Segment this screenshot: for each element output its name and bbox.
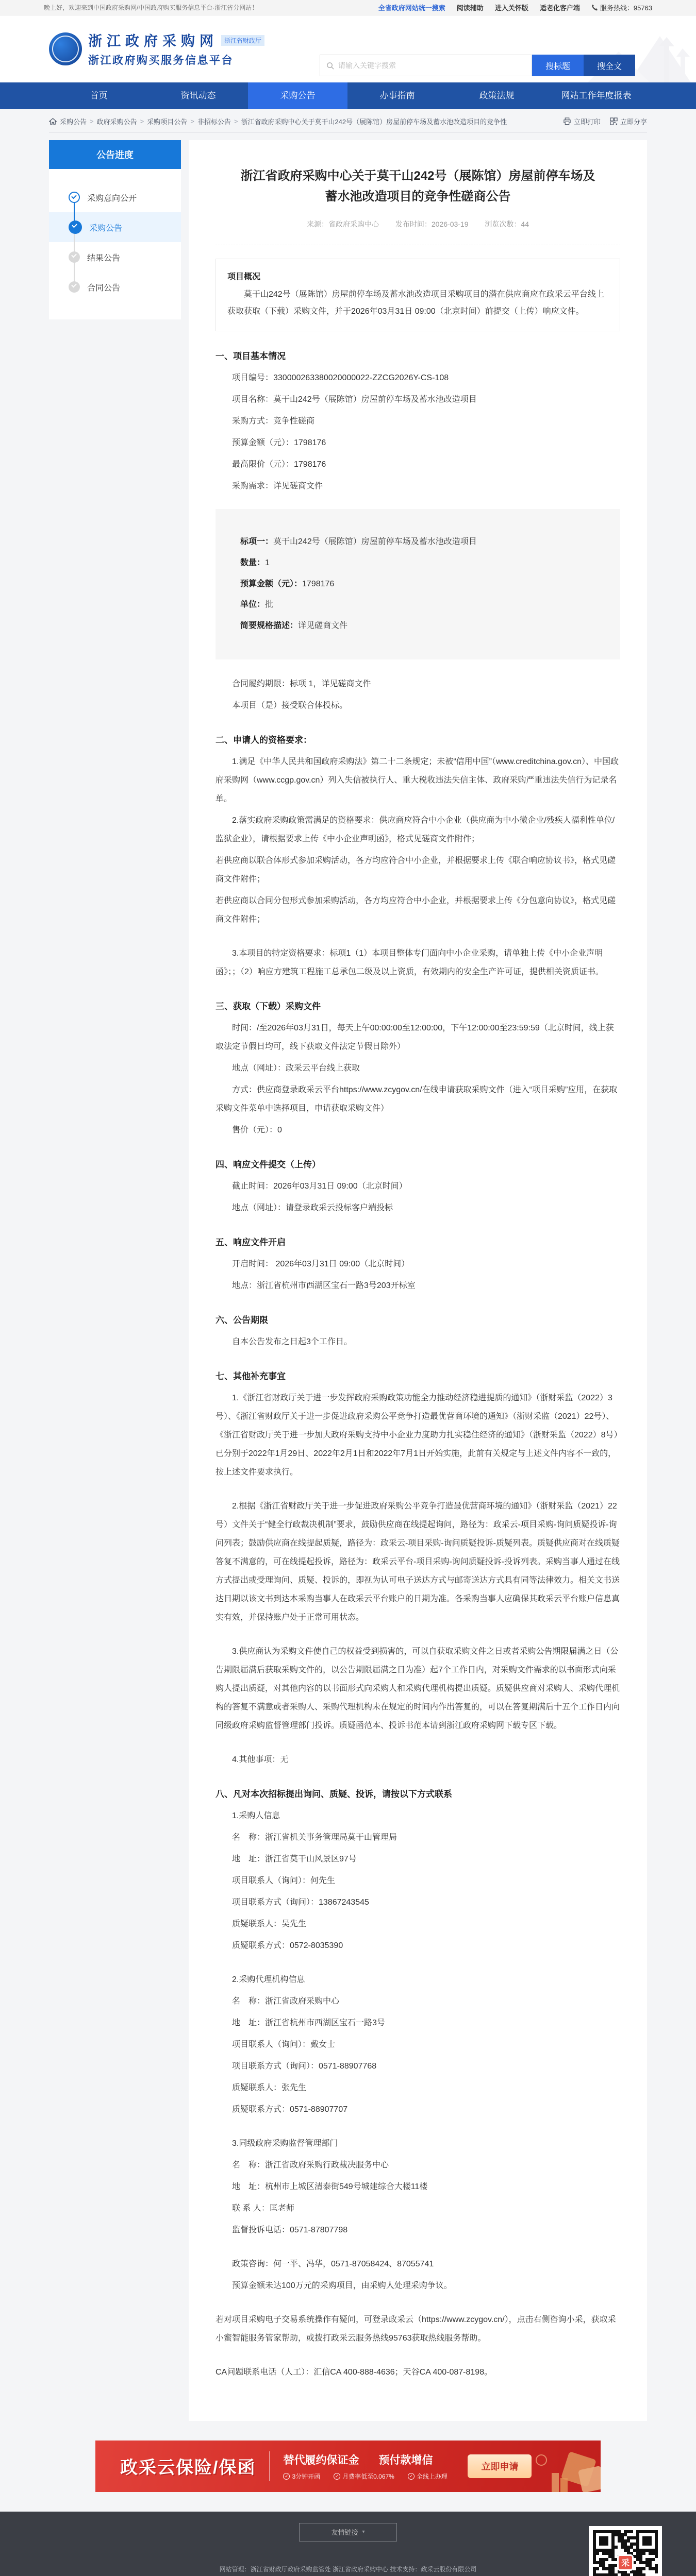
step-label: 采购意向公开 — [87, 192, 137, 204]
lot-info-line: 单位：批 — [240, 595, 595, 616]
paragraph: 名 称：浙江省政府采购行政裁决服务中心 — [216, 2156, 620, 2175]
paragraph: 4.其他事项：无 — [216, 1751, 620, 1769]
qr-share-icon — [610, 117, 618, 125]
check-icon — [69, 251, 80, 263]
sidebar-steps — [49, 169, 181, 319]
paragraph: 2.采购代理机构信息 — [216, 1971, 620, 1989]
breadcrumb-separator: > — [190, 117, 194, 125]
paragraph: 1.采购人信息 — [216, 1807, 620, 1825]
paragraph: 地 址：浙江省杭州市西湖区宝石一路3号 — [216, 2014, 620, 2032]
breadcrumb-item-1[interactable]: 政府采购公告 — [97, 116, 137, 126]
topbar-link-unified-search[interactable]: 全省政府网站统一搜索 — [378, 3, 445, 12]
friend-links-dropdown[interactable]: 友情链接 ▾ — [299, 2523, 397, 2541]
main-nav-bar — [0, 82, 696, 109]
paragraph: 3.供应商认为采购文件使自己的权益受到损害的，可以自获取采购文件之日或者采购公告期限届满之日（公告期限届满后获取采购文件的，以公告期限届满之日为准）起7个工作日内，对采购文件需求的以书面形式向采购人提出质疑，对其他内容的以书面形式向采购人和采购代理机构提出质疑。质疑供应商对采购人、采购代理机构的答复不满意或者采购人、采购代理机构未在规定的时间内作出答复的，可以在答复期满后十五个工作日内向同级政府采购监督管理部门投诉。质疑函范本、投诉书范本请到浙江政府采购网下载专区下载。 — [216, 1642, 620, 1735]
paragraph: 2.落实政府采购政策需满足的资格要求：供应商应符合中小企业（供应商为中小微企业/残疾人福利性单位/监狱企业），请根据要求上传《中小企业声明函》，格式见磋商文件附件； — [216, 811, 620, 849]
printer-icon — [563, 117, 571, 125]
step-label: 采购公告 — [89, 222, 122, 233]
check-circle-icon: ✓ — [334, 2473, 340, 2480]
paragraph: 地点（网址）：请登录政采云投标客户端投标 — [216, 1199, 620, 1217]
check-icon — [69, 221, 82, 234]
banner-feature: ✓ 全线上办理 — [408, 2472, 448, 2481]
step-connector — [74, 202, 75, 223]
share-button[interactable]: 立即分享 — [610, 116, 647, 126]
paragraph: 若对项目采购电子交易系统操作有疑问，可登录政采云（https://www.zcygov.cn/），点击右侧咨询小采，获取采小蜜智能服务管家帮助，或拨打政采云服务热线95763获取热线服务帮助。 — [216, 2311, 620, 2348]
topbar-link-care-version[interactable]: 进入关怀版 — [495, 3, 528, 12]
section-heading: 五、响应文件开启 — [216, 1235, 620, 1248]
site-logo-emblem — [49, 32, 82, 65]
paragraph: 项目联系人（询问）：戴女士 — [216, 2036, 620, 2054]
paragraph: 预算金额（元）：1798176 — [216, 434, 620, 452]
banner-decoration — [503, 2445, 601, 2492]
chevron-down-icon: ▾ — [362, 2529, 364, 2535]
paragraph: 名 称：浙江省机关事务管理局莫干山管理局 — [216, 1828, 620, 1847]
breadcrumb-item-4[interactable]: 浙江省政府采购中心关于莫干山242号（展陈馆）房屋前停车场及蓄水池改造项目的竞争性 — [241, 116, 507, 126]
lot-info-line: 预算金额（元）：1798176 — [240, 574, 595, 595]
article-meta — [216, 219, 620, 229]
site-logo[interactable] — [49, 30, 264, 67]
site-footer — [0, 2512, 696, 2576]
paragraph: 最高限价（元）：1798176 — [216, 455, 620, 474]
search-input[interactable] — [338, 61, 525, 70]
section-heading: 三、获取（下载）采购文件 — [216, 999, 620, 1012]
breadcrumb-separator: > — [234, 117, 238, 125]
zcy-insurance-banner[interactable] — [95, 2441, 601, 2492]
article-source: 来源：省政府采购中心 — [307, 220, 379, 228]
qr-center-logo: 采 — [617, 2554, 634, 2571]
topbar-greeting: 晚上好，欢迎来到中国政府采购网/中国政府购买服务信息平台·浙江省分网站！ — [44, 3, 258, 12]
paragraph: 联 系 人：匡老师 — [216, 2199, 620, 2218]
paragraph: 质疑联系方式：0572-8035390 — [216, 1937, 620, 1955]
paragraph: 项目联系人（询问）：何先生 — [216, 1872, 620, 1890]
section-heading: 一、项目基本情况 — [216, 349, 620, 362]
nav-item-3[interactable]: 办事指南 — [347, 82, 447, 109]
step-label: 合同公告 — [87, 281, 120, 293]
topbar-hotline: 服务热线：95763 — [600, 3, 652, 12]
paragraph: 2.根据《浙江省财政厅关于进一步促进政府采购公平竞争打造最优营商环境的通知》（浙财采监（2021）22号）文件关于“健全行政裁决机制”要求，鼓励供应商在线提起询问，路径为：政采云-项目采购-询问质疑投诉-询问列表；鼓励供应商在线提起质疑，路径为：政采云-项目采购-询问质疑投诉-质疑列表。质疑供应商对在线质疑答复不满意的，可在线提起投诉，路径为：政采云平台-项目采购-询问质疑投诉-投诉列表。采购当事人通过在线方式提出或受理询问、质疑、投诉的，即视为认可电子送达方式与邮寄送达方式具有同等法律效力。相关文书送达日期以该文书到达本采购当事人在政采云平台账户的日期为准。各采购当事人应确保其政采云平台账户信息真实有效，并保持账户处于正常可用状态。 — [216, 1497, 620, 1627]
banner-subtitles: 替代履约保证金 预付款增信 — [283, 2452, 452, 2467]
breadcrumb-item-0[interactable]: 采购公告 — [60, 116, 87, 126]
paragraph: 1.满足《中华人民共和国政府采购法》第二十二条规定；未被“信用中国”（www.creditchina.gov.cn）、中国政府采购网（www.ccgp.gov.cn）列入失信被执行人、重大税收违法失信主体、政府采购严重违法失信行为记录名单。 — [216, 753, 620, 808]
check-icon — [69, 192, 80, 203]
main-nav — [49, 82, 647, 109]
breadcrumb-item-3[interactable]: 非招标公告 — [197, 116, 231, 126]
overview-title: 项目概况 — [227, 268, 608, 286]
paragraph: 采购需求：详见磋商文件 — [216, 477, 620, 496]
article-publish-time: 发布时间：2026-03-19 — [395, 220, 469, 228]
breadcrumb-item-2[interactable]: 采购项目公告 — [147, 116, 187, 126]
paragraph: 地点（网址）：政采云平台线上获取 — [216, 1059, 620, 1078]
sidebar-step-1[interactable] — [49, 212, 181, 242]
paragraph: 若供应商以合同分包形式参加采购活动，各方均应符合中小企业，并根据要求上传《分包意向协议》，格式见磋商文件附件； — [216, 892, 620, 929]
site-header — [0, 15, 696, 82]
topbar — [0, 0, 696, 15]
search-icon — [326, 62, 334, 70]
check-circle-icon: ✓ — [283, 2473, 290, 2480]
announcement-card — [189, 140, 647, 2421]
sidebar-step-3[interactable] — [49, 272, 181, 302]
finance-department-badge: 浙江省财政厅 — [221, 35, 264, 46]
paragraph: 项目编号：330000263380020000022-ZZCG2026Y-CS-108 — [216, 369, 620, 387]
paragraph: 地 址：杭州市上城区清泰街549号城建综合大楼11楼 — [216, 2178, 620, 2196]
breadcrumb — [60, 116, 556, 126]
step-connector — [74, 232, 75, 252]
sidebar-title: 公告进度 — [49, 140, 181, 169]
lot-info-line: 标项一：莫干山242号（展陈馆）房屋前停车场及蓄水池改造项目 — [240, 532, 595, 553]
paragraph: 合同履约期限：标项 1，详见磋商文件 — [216, 675, 620, 693]
article-views: 浏览次数：44 — [485, 220, 529, 228]
overview-text: 莫干山242号（展陈馆）房屋前停车场及蓄水池改造项目采购项目的潜在供应商应在政采云平台线上获取获取（下载）采购文件，并于2026年03月31日 09:00（北京时间）前提交（上传）响应文件。 — [227, 286, 608, 320]
phone-icon — [591, 4, 598, 11]
paragraph: 1.《浙江省财政厅关于进一步发挥政府采购政策功能全力推动经济稳进提质的通知》（浙财采监（2022）3号）、《浙江省财政厅关于进一步促进政府采购公平竞争打造最优营商环境的通知》（浙财采监（2021）22号）、《浙江省财政厅关于进一步加大政府采购支持中小企业力度助力扎实稳住经济的通知》（浙财采监（2022）8号）已分别于2022年1月29日、2022年2月1日和2022年7月1日开始实施，此前有关规定与上述文件内容不一致的，按上述文件要求执行。 — [216, 1389, 620, 1482]
section-heading: 二、申请人的资格要求： — [216, 733, 620, 745]
section-heading: 八、凡对本次招标提出询问、质疑、投诉，请按以下方式联系 — [216, 1787, 620, 1800]
banner-title: 政采云保险/保函 — [120, 2453, 256, 2479]
footer-management-line: 网站管理：浙江省财政厅政府采购监管处 浙江省政府采购中心 技术支持：政采云股份有限公司 — [0, 2563, 696, 2576]
banner-feature: ✓ 3分钟开函 — [283, 2472, 320, 2481]
banner-feature: ✓ 月费率低至0.067% — [334, 2472, 394, 2481]
paragraph: 项目联系方式（询问）：0571-88907768 — [216, 2057, 620, 2076]
paragraph: 开启时间： 2026年03月31日 09:00（北京时间） — [216, 1255, 620, 1274]
paragraph: 政策咨询：何一平、冯华，0571-87058424、87055741 — [216, 2255, 620, 2274]
sidebar-step-2[interactable] — [49, 242, 181, 272]
paragraph: 采购方式：竞争性磋商 — [216, 412, 620, 431]
check-icon — [69, 281, 80, 293]
check-circle-icon: ✓ — [408, 2473, 415, 2480]
banner-features — [283, 2472, 452, 2481]
step-label: 结果公告 — [87, 251, 120, 263]
paragraph: 项目名称：莫干山242号（展陈馆）房屋前停车场及蓄水池改造项目 — [216, 391, 620, 409]
lot-info-line: 简要规格描述：详见磋商文件 — [240, 616, 595, 637]
nav-item-4[interactable]: 政策法规 — [447, 82, 546, 109]
paragraph: 售价（元）：0 — [216, 1121, 620, 1140]
apply-now-button[interactable]: 立即申请 — [468, 2454, 532, 2478]
paragraph: 3.同级政府采购监督管理部门 — [216, 2134, 620, 2153]
paragraph: 监督投诉电话：0571-87807798 — [216, 2221, 620, 2240]
site-subtitle: 浙江政府购买服务信息平台 — [88, 52, 264, 67]
paragraph: 方式：供应商登录政采云平台https://www.zcygov.cn/在线申请获取采购文件（进入“项目采购”应用，在获取采购文件菜单中选择项目，申请获取采购文件） — [216, 1081, 620, 1118]
breadcrumb-separator: > — [140, 117, 144, 125]
paragraph: 地点：浙江省杭州市西湖区宝石一路3号203开标室 — [216, 1277, 620, 1295]
nav-item-1[interactable]: 资讯动态 — [148, 82, 248, 109]
paragraph: 质疑联系方式：0571-88907707 — [216, 2100, 620, 2119]
announcement-progress-sidebar — [49, 140, 181, 319]
search-fulltext-button[interactable]: 搜全文 — [584, 55, 635, 76]
home-icon[interactable] — [49, 117, 57, 125]
section-heading: 六、公告期限 — [216, 1313, 620, 1326]
section-heading: 四、响应文件提交（上传） — [216, 1157, 620, 1170]
paragraph: 预算金额未达100万元的采购项目，由采购人处理采购争议。 — [216, 2277, 620, 2295]
topbar-link-elderly-client[interactable]: 适老化客户端 — [540, 3, 580, 12]
paragraph: 自本公告发布之日起3个工作日。 — [216, 1333, 620, 1351]
project-overview-box — [216, 259, 620, 331]
paragraph: 3.本项目的特定资格要求：标项1（1）本项目整体专门面向中小企业采购，请单独上传《中小企业声明函》；；（2）响应方建筑工程施工总承包二级及以上资质，有效期内的安全生产许可证，提供相关资质证书。 — [216, 944, 620, 981]
paragraph: CA问题联系电话（人工）：汇信CA 400-888-4636；天谷CA 400-087-8198。 — [216, 2363, 620, 2382]
paragraph: 名 称：浙江省政府采购中心 — [216, 1992, 620, 2011]
paragraph: 本项目（是）接受联合体投标。 — [216, 697, 620, 715]
paragraph: 地 址：浙江省莫干山风景区97号 — [216, 1850, 620, 1869]
site-name: 浙江政府采购网 — [88, 30, 218, 50]
nav-item-0[interactable]: 首页 — [49, 82, 148, 109]
paragraph: 时间：/至2026年03月31日，每天上午00:00:00至12:00:00，下午12:00:00至23:59:59（北京时间，线上获取法定节假日均可，线下获取文件法定节假日除外） — [216, 1019, 620, 1056]
paragraph: 截止时间：2026年03月31日 09:00（北京时间） — [216, 1177, 620, 1196]
paragraph: 质疑联系人：吴先生 — [216, 1915, 620, 1934]
breadcrumb-row — [49, 109, 647, 133]
nav-item-5[interactable]: 网站工作年度报表 — [546, 82, 646, 109]
article-body — [216, 259, 620, 2382]
divider — [269, 2451, 270, 2481]
paragraph: 项目联系方式（询问）：13867243545 — [216, 1893, 620, 1912]
paragraph: 若供应商以联合体形式参加采购活动，各方均应符合中小企业，并根据要求上传《联合响应协议书》，格式见磋商文件附件； — [216, 852, 620, 889]
section-heading: 七、其他补充事宜 — [216, 1369, 620, 1382]
qr-code — [589, 2526, 662, 2576]
print-button[interactable]: 立即打印 — [563, 116, 601, 126]
nav-item-2[interactable]: 采购公告 — [248, 82, 347, 109]
search-title-button[interactable]: 搜标题 — [532, 55, 584, 76]
step-connector — [74, 262, 75, 282]
lot-info-box — [216, 509, 620, 659]
paragraph: 质疑联系人：张先生 — [216, 2079, 620, 2097]
lot-info-line: 数量：1 — [240, 553, 595, 574]
topbar-link-reading-aid[interactable]: 阅读辅助 — [457, 3, 484, 12]
sidebar-step-0[interactable] — [49, 182, 181, 212]
page-title: 浙江省政府采购中心关于莫干山242号（展陈馆）房屋前停车场及蓄水池改造项目的竞争性磋商公告 — [236, 166, 600, 207]
breadcrumb-separator: > — [90, 117, 94, 125]
